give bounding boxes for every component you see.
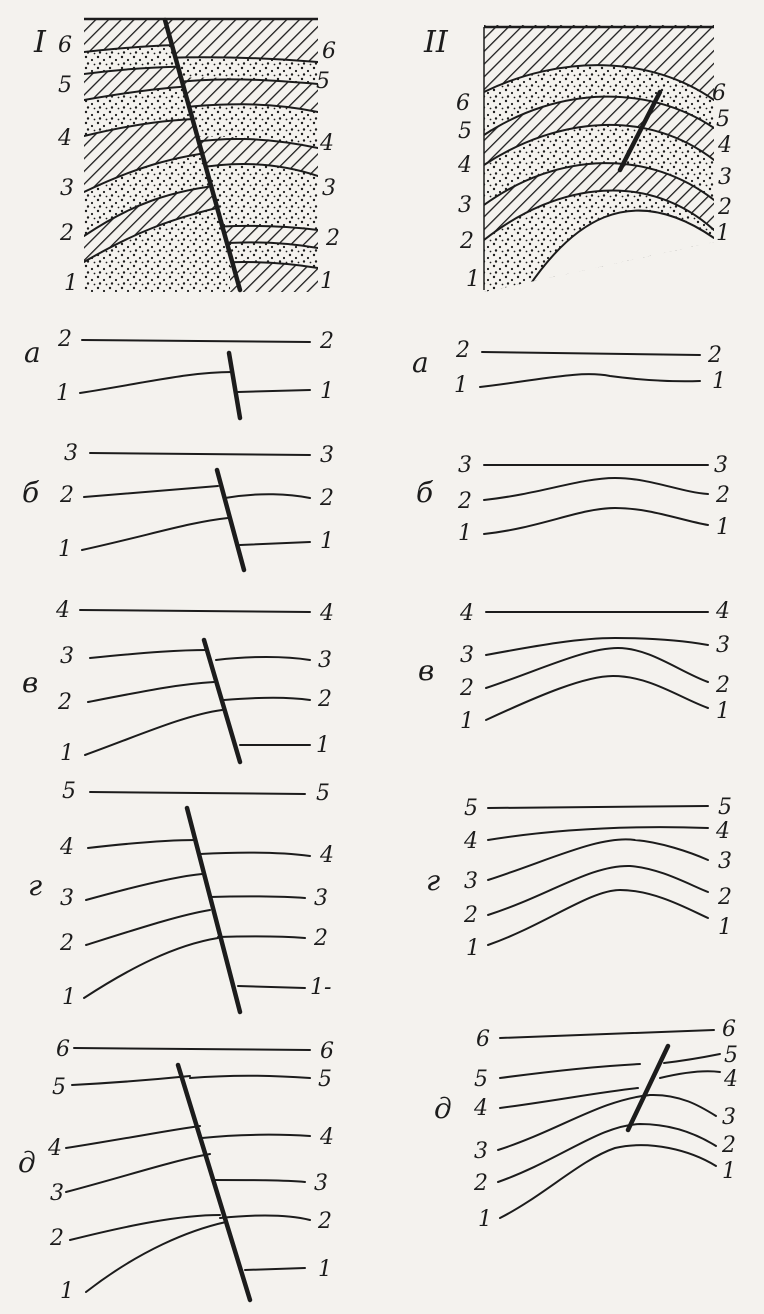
label: 5	[724, 1043, 738, 1068]
stage-II-d	[498, 1030, 720, 1218]
panel-title-II: II	[424, 25, 448, 60]
label: 5	[62, 779, 76, 804]
label: 2	[460, 676, 474, 701]
label: 1	[316, 733, 330, 758]
label: 3	[722, 1105, 736, 1130]
stage-letter: д	[434, 1092, 452, 1125]
stage-letter: д	[18, 1146, 36, 1179]
block-diagram-I	[84, 19, 320, 292]
label: 3	[464, 869, 478, 894]
label: 2	[50, 1226, 64, 1251]
stage-II-d-labels	[434, 1017, 738, 1232]
label: 3	[314, 886, 328, 911]
label: 6	[712, 81, 726, 106]
label: 1	[716, 515, 730, 540]
label: 5	[464, 796, 478, 821]
label: 4	[458, 153, 472, 178]
label: 1	[712, 369, 726, 394]
label: 4	[718, 133, 732, 158]
stage-letter: а	[412, 346, 429, 379]
label: 1	[718, 915, 732, 940]
label: 2	[320, 486, 334, 511]
label: 4	[716, 599, 730, 624]
label: 1	[716, 221, 730, 246]
block-diagram-II	[484, 25, 716, 300]
label: 5	[52, 1075, 66, 1100]
stage-letter: а	[24, 336, 41, 369]
stage-I-a	[80, 340, 310, 418]
label: 4	[58, 126, 72, 151]
label: 3	[714, 453, 728, 478]
label: 1	[56, 381, 70, 406]
block-I-left-labels	[57, 33, 78, 296]
label: 6	[58, 33, 72, 58]
label: 4	[320, 843, 334, 868]
label: 2	[718, 885, 732, 910]
label: 2	[320, 329, 334, 354]
label: 4	[460, 601, 474, 626]
label: 3	[718, 849, 732, 874]
label: 1-	[310, 975, 332, 1000]
label: 1	[466, 936, 480, 961]
label: 3	[716, 633, 730, 658]
label: 2	[326, 226, 340, 251]
stage-II-g	[488, 806, 708, 945]
label: 1	[716, 699, 730, 724]
label: 2	[318, 1209, 332, 1234]
label: 2	[58, 690, 72, 715]
label: 3	[60, 644, 74, 669]
stage-I-g-labels	[28, 779, 334, 1010]
label: 5	[716, 107, 730, 132]
label: 5	[316, 69, 330, 94]
label: 5	[58, 73, 72, 98]
label: 2	[474, 1171, 488, 1196]
label: 2	[456, 338, 470, 363]
stage-letter: в	[22, 666, 39, 699]
stage-I-b	[82, 453, 310, 570]
label: 1	[466, 267, 480, 292]
label: 4	[724, 1067, 738, 1092]
label: 3	[50, 1181, 64, 1206]
stage-letter: г	[28, 869, 43, 902]
label: 2	[58, 327, 72, 352]
label: 4	[716, 819, 730, 844]
label: 3	[314, 1171, 328, 1196]
label: 2	[314, 926, 328, 951]
label: 1	[60, 741, 74, 766]
panel-I-stages	[66, 340, 310, 1300]
panel-II-stages	[480, 352, 720, 1218]
label: 1	[60, 1279, 74, 1304]
label: 3	[320, 443, 334, 468]
label: 2	[458, 489, 472, 514]
stage-II-a-labels	[412, 338, 726, 398]
label: 4	[56, 598, 70, 623]
stage-II-b	[484, 465, 708, 534]
label: 2	[722, 1133, 736, 1158]
panel-title-I: I	[34, 25, 46, 60]
label: 3	[60, 886, 74, 911]
label: 3	[458, 453, 472, 478]
label: 3	[718, 165, 732, 190]
label: 3	[460, 643, 474, 668]
stage-I-d	[66, 1048, 310, 1300]
label: 4	[320, 1125, 334, 1150]
stage-II-v-labels	[418, 599, 730, 734]
label: 5	[316, 781, 330, 806]
label: 4	[320, 131, 334, 156]
stage-II-b-labels	[416, 453, 730, 546]
label: 1	[318, 1257, 332, 1282]
label: 3	[458, 193, 472, 218]
label: 6	[476, 1027, 490, 1052]
stage-II-v	[486, 612, 708, 720]
label: 4	[320, 601, 334, 626]
stage-I-g	[84, 792, 310, 1012]
label: 1	[58, 537, 72, 562]
stage-I-v	[80, 610, 310, 762]
label: 1	[722, 1159, 736, 1184]
label: 3	[474, 1139, 488, 1164]
label: 3	[64, 441, 78, 466]
label: 2	[60, 221, 74, 246]
stage-I-a-labels	[24, 327, 334, 406]
label: 5	[718, 795, 732, 820]
label: 2	[460, 229, 474, 254]
block-II-right-labels	[712, 81, 732, 246]
label: 2	[60, 483, 74, 508]
stage-letter: б	[22, 476, 40, 509]
stage-letter: г	[426, 864, 441, 897]
label: 6	[56, 1037, 70, 1062]
label: 2	[716, 673, 730, 698]
stage-I-v-labels	[22, 598, 334, 766]
label: 1	[64, 271, 78, 296]
label: 3	[322, 176, 336, 201]
label: 4	[474, 1096, 488, 1121]
label: 4	[48, 1136, 62, 1161]
label: 2	[60, 931, 74, 956]
label: 1	[460, 709, 474, 734]
label: 1	[478, 1207, 492, 1232]
stage-letter: б	[416, 476, 434, 509]
label: 3	[60, 176, 74, 201]
label: 2	[318, 687, 332, 712]
label: 1	[454, 373, 468, 398]
stage-II-a	[480, 352, 700, 387]
label: 2	[708, 343, 722, 368]
label: 6	[322, 39, 336, 64]
label: 3	[318, 648, 332, 673]
label: 5	[474, 1067, 488, 1092]
label: 5	[318, 1067, 332, 1092]
label: 4	[464, 829, 478, 854]
label: 6	[722, 1017, 736, 1042]
block-I-right-labels	[316, 39, 340, 294]
label: 1	[320, 529, 334, 554]
stage-letter: в	[418, 654, 435, 687]
label: 1	[62, 985, 76, 1010]
label: 5	[458, 119, 472, 144]
label: 2	[464, 903, 478, 928]
label: 6	[320, 1039, 334, 1064]
label: 2	[716, 483, 730, 508]
label: 1	[458, 521, 472, 546]
label: 2	[718, 195, 732, 220]
label: 1	[320, 269, 334, 294]
label: 1	[320, 379, 334, 404]
label: 4	[60, 835, 74, 860]
label: 6	[456, 91, 470, 116]
block-II-left-labels	[456, 91, 480, 292]
